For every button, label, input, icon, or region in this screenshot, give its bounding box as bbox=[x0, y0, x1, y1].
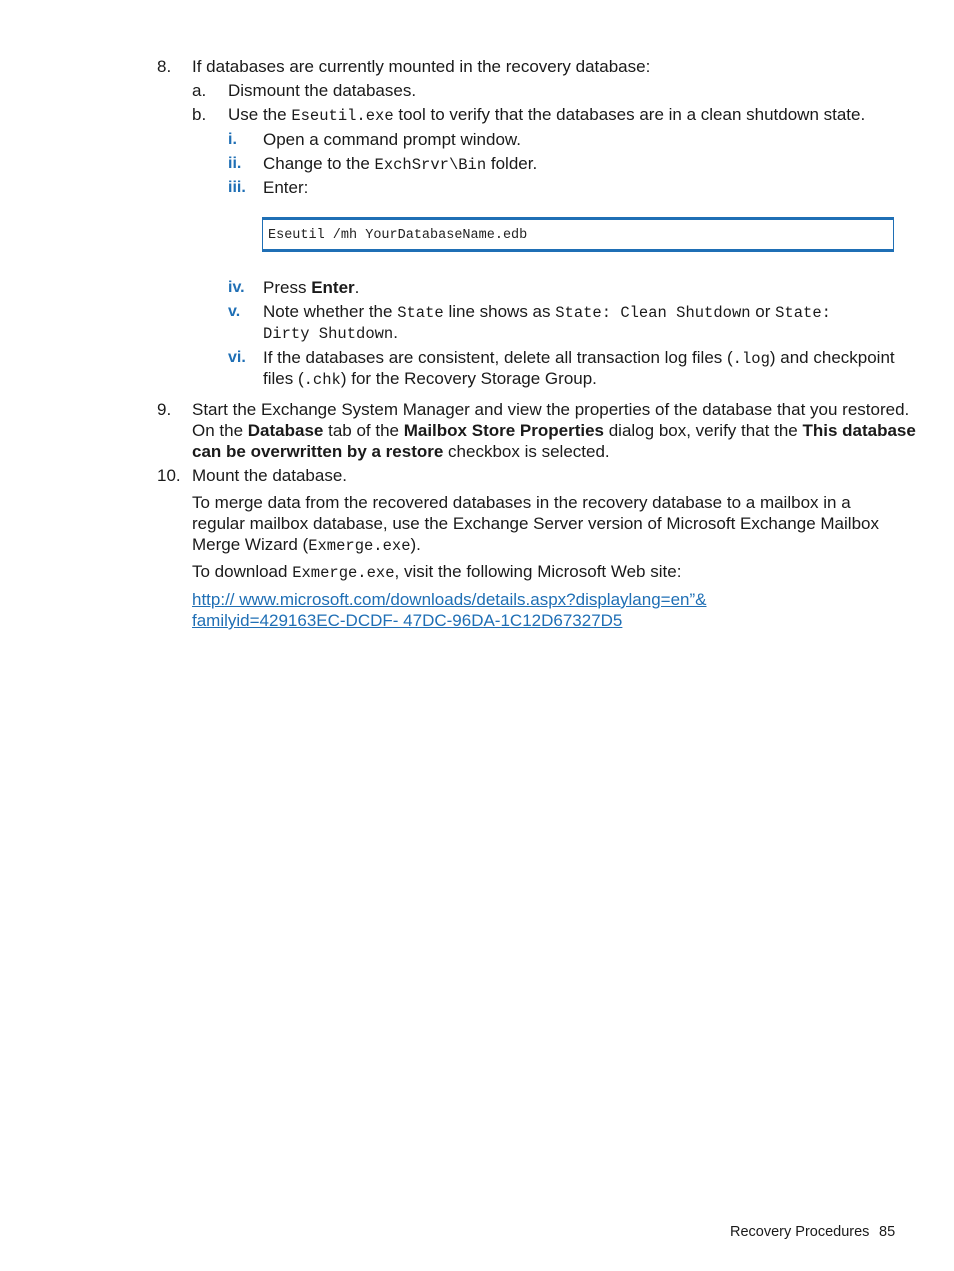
step-8b-ii-text: Change to the ExchSrvr\Bin folder. bbox=[263, 154, 538, 174]
step-8b-vi-marker: vi. bbox=[228, 349, 246, 366]
step-8b-iv-text: Press Enter. bbox=[263, 278, 360, 297]
step-8b-v-text-line1: Note whether the State line shows as State: Clean Shutdown or State: bbox=[263, 302, 831, 322]
footer-section-title: Recovery Procedures bbox=[730, 1224, 870, 1240]
step-8a-text: Dismount the databases. bbox=[228, 81, 417, 100]
step-8b-v-marker: v. bbox=[228, 303, 241, 320]
bin-folder-code: ExchSrvr\Bin bbox=[374, 156, 487, 174]
enter-key-label: Enter bbox=[311, 278, 355, 297]
step-8b-i-text: Open a command prompt window. bbox=[263, 130, 521, 149]
merge-paragraph-line2: regular mailbox database, use the Exchange Server version of Microsoft Exchange Mailbox bbox=[192, 514, 879, 533]
step-9-line2: On the Database tab of the Mailbox Store Properties dialog box, verify that the This database bbox=[192, 421, 916, 440]
step-8b-text: Use the Eseutil.exe tool to verify that the databases are in a clean shutdown state. bbox=[228, 105, 866, 125]
step-8b-iii-marker: iii. bbox=[228, 179, 246, 196]
step-8b-ii-marker: ii. bbox=[228, 155, 242, 172]
step-8b-v-text-line2: Dirty Shutdown. bbox=[263, 323, 398, 343]
step-10-text: Mount the database. bbox=[192, 466, 348, 485]
microsoft-download-link-line2[interactable]: familyid=429163EC-DCDF- 47DC-96DA-1C12D67327D5 bbox=[192, 611, 623, 630]
step-8b-marker: b. bbox=[192, 105, 207, 124]
step-8b-iv-marker: iv. bbox=[228, 279, 245, 296]
step-9-line3: can be overwritten by a restore checkbox is selected. bbox=[192, 442, 610, 461]
step-8b-i-marker: i. bbox=[228, 131, 237, 148]
step-8-number: 8. bbox=[157, 57, 172, 76]
command-code-block bbox=[262, 217, 894, 252]
step-8-text: If databases are currently mounted in the recovery database: bbox=[192, 57, 651, 76]
command-text: Eseutil /mh YourDatabaseName.edb bbox=[268, 228, 528, 243]
step-8b-iii-text: Enter: bbox=[263, 178, 309, 197]
merge-paragraph-line1: To merge data from the recovered databases in the recovery database to a mailbox in a bbox=[192, 493, 851, 512]
microsoft-download-link-line1[interactable]: http:// www.microsoft.com/downloads/details.aspx?displaylang=en”& bbox=[192, 590, 707, 609]
merge-paragraph-line3: Merge Wizard (Exmerge.exe). bbox=[192, 535, 421, 555]
eseutil-code: Eseutil.exe bbox=[291, 107, 394, 125]
step-8b-vi-text-line1: If the databases are consistent, delete all transaction log files (.log) and checkpoint bbox=[263, 348, 895, 368]
footer-page-number: 85 bbox=[879, 1224, 896, 1240]
step-8a-marker: a. bbox=[192, 81, 207, 100]
step-9-line1: Start the Exchange System Manager and view the properties of the database that you restored. bbox=[192, 400, 910, 419]
step-9-number: 9. bbox=[157, 400, 172, 419]
download-paragraph: To download Exmerge.exe, visit the following Microsoft Web site: bbox=[192, 562, 682, 582]
step-10-number: 10. bbox=[157, 466, 181, 485]
step-8b-vi-text-line2: files (.chk) for the Recovery Storage Group. bbox=[263, 369, 597, 389]
